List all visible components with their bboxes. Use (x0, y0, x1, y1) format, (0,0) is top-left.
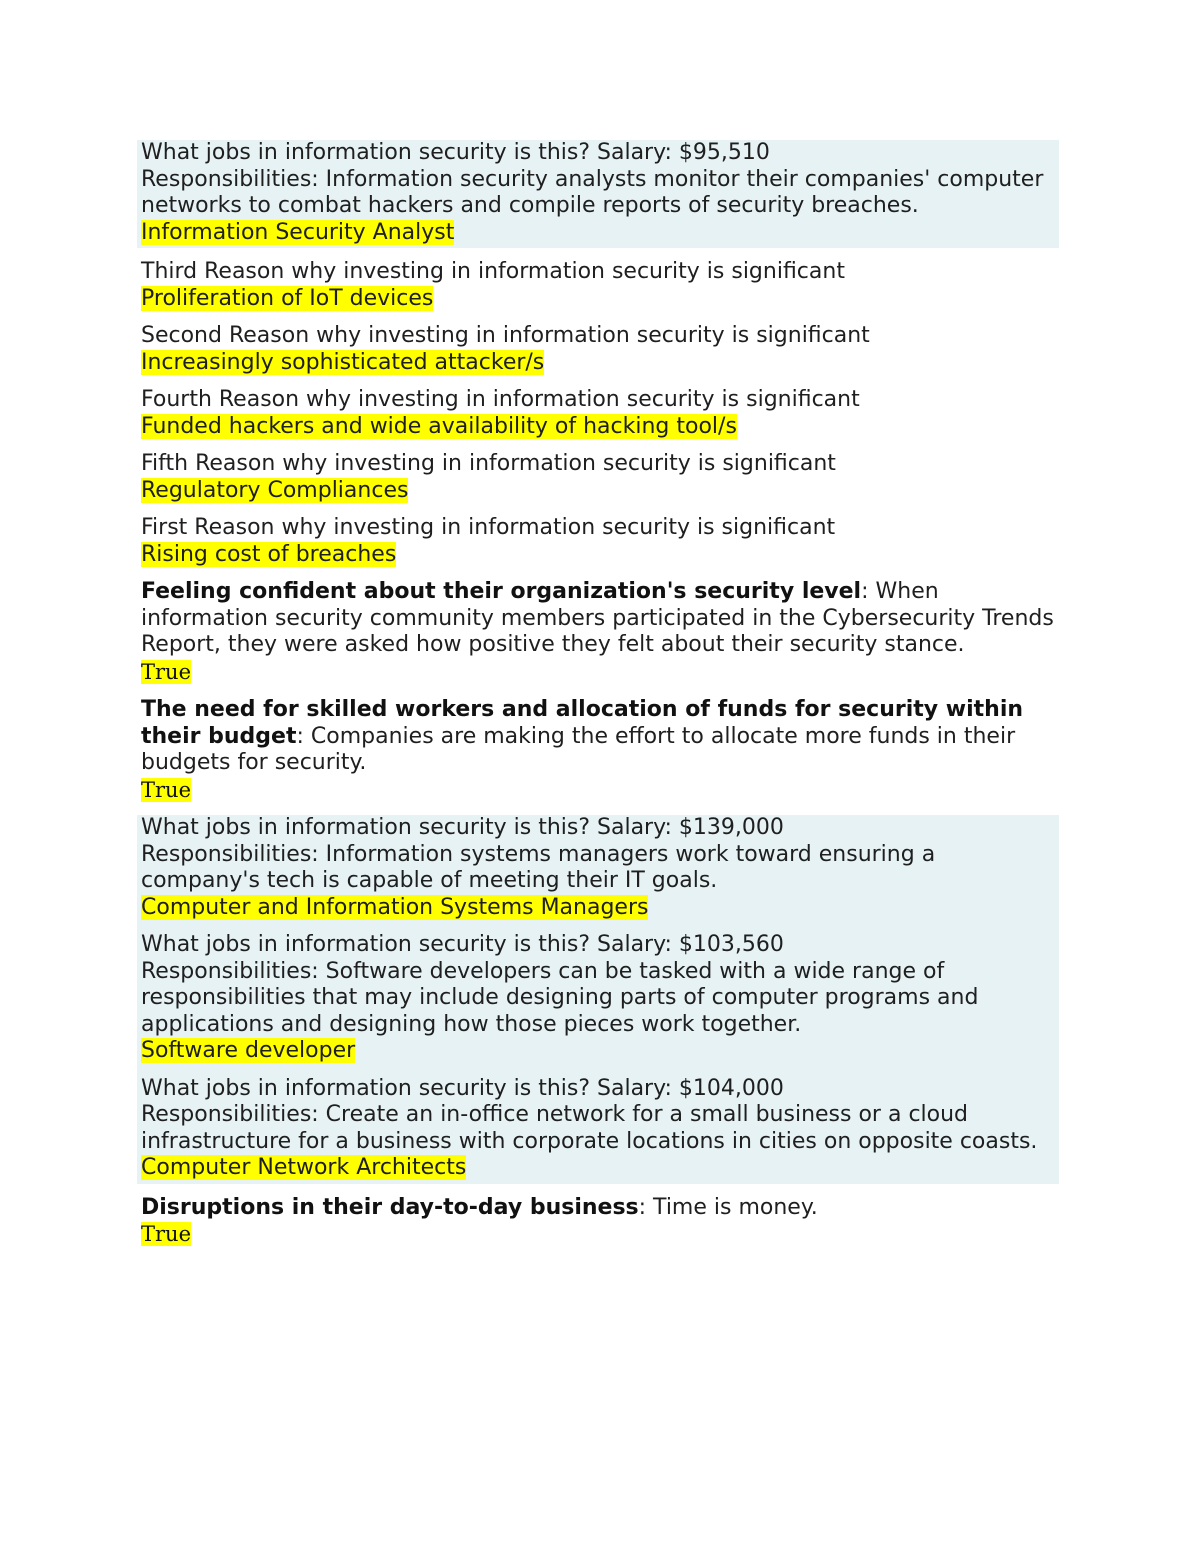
statement-answer: True (141, 1222, 191, 1246)
shaded-section-jobs (137, 815, 1059, 1184)
statement-term: Feeling confident about their organization's security level (141, 579, 862, 604)
shaded-section-top (137, 140, 1059, 248)
job-answer: Computer and Information Systems Managers (141, 894, 649, 920)
job-details: Responsibilities: Software developers can be tasked with a wide range of responsibilities that may include designing parts of computer programs and applications and designing how those pieces work together. (141, 958, 979, 1037)
job-answer: Computer Network Architects (141, 1155, 467, 1180)
reason-question: Fifth Reason why investing in information security is significant (141, 451, 836, 476)
job-details: Responsibilities: Information security analysts monitor their companies' computer networks to combat hackers and compile reports of security breaches. (141, 166, 1044, 218)
statement-text (141, 1195, 1059, 1222)
statement-text (141, 579, 1059, 659)
job-details: Responsibilities: Create an in-office network for a small business or a cloud infrastructure for a business with corporate locations in cities on opposite coasts. (141, 1102, 1038, 1154)
reason-question: Fourth Reason why investing in information security is significant (141, 387, 860, 412)
job-card-1 (141, 815, 1059, 921)
reason-question: Second Reason why investing in information security is significant (141, 323, 870, 348)
reason-card-second (141, 323, 1059, 376)
statement-description: : When information security community members participated in the Cybersecurity Trends Report, they were asked how positive they felt about their security stance. (141, 579, 1054, 657)
statement-term: Disruptions in their day-to-day business (141, 1194, 639, 1220)
reason-answer: Regulatory Compliances (141, 477, 409, 503)
reason-answer: Funded hackers and wide availability of hacking tool/s (141, 413, 737, 439)
reason-question: First Reason why investing in information security is significant (141, 515, 836, 540)
reason-card-third (141, 259, 1059, 312)
statement-text (141, 697, 1059, 777)
job-question: What jobs in information security is this? Salary: $103,560 (141, 932, 784, 957)
job-details: Responsibilities: Information systems managers work toward ensuring a company's tech is capable of meeting their IT goals. (141, 841, 936, 893)
statement-card-funds (141, 697, 1059, 804)
statement-answer: True (141, 777, 191, 802)
job-question: What jobs in information security is this? Salary: $95,510 (141, 140, 770, 165)
job-answer: Software developer (141, 1038, 356, 1063)
reason-answer: Rising cost of breaches (141, 541, 397, 567)
statement-card-disruptions (141, 1195, 1059, 1249)
reason-answer: Proliferation of IoT devices (141, 285, 434, 311)
statement-card-confidence (141, 579, 1059, 686)
statement-description: : Time is money. (638, 1194, 818, 1220)
job-answer: Information Security Analyst (141, 219, 455, 245)
job-card-3 (141, 1076, 1059, 1184)
document-content (141, 140, 1059, 1260)
job-card-0 (141, 140, 1059, 248)
job-question: What jobs in information security is this? Salary: $139,000 (141, 815, 784, 840)
job-card-2 (141, 932, 1059, 1065)
reason-question: Third Reason why investing in information security is significant (141, 259, 845, 284)
statement-term: The need for skilled workers and allocation of funds for security within their budget (141, 697, 1024, 749)
job-question: What jobs in information security is this? Salary: $104,000 (141, 1075, 784, 1101)
statement-description: : Companies are making the effort to allocate more funds in their budgets for security. (141, 723, 1016, 775)
reason-answer: Increasingly sophisticated attacker/s (141, 349, 545, 375)
statement-answer: True (141, 659, 191, 684)
reason-card-fourth (141, 387, 1059, 440)
reason-card-first (141, 515, 1059, 568)
reason-card-fifth (141, 451, 1059, 504)
